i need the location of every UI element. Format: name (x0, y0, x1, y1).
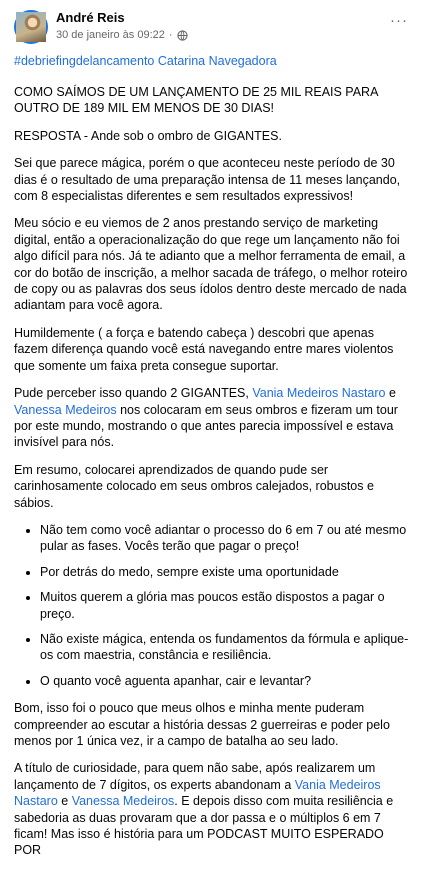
mention-link[interactable]: Vania Medeiros Nastaro (252, 386, 386, 401)
mention-link[interactable]: Vanessa Medeiros (71, 794, 175, 809)
paragraph-with-mentions (14, 385, 410, 451)
mention-link[interactable]: Vanessa Medeiros (14, 402, 117, 417)
headline: COMO SAÍMOS DE UM LANÇAMENTO DE 25 MIL REAIS PARA OUTRO DE 189 MIL EM MENOS DE 30 DIAS! (14, 85, 378, 116)
text-run: . E depois disso com muita resiliência e sabedoria as duas provaram que a dor passa e o múltiplos 6 em 7 ficam! Mas isso é história para um PODCAST MUITO ESPERADO POR (14, 794, 394, 858)
globe-icon[interactable] (177, 30, 188, 41)
text-run: e (385, 386, 396, 401)
hashtag-link[interactable]: #debriefingdelancamento (14, 54, 155, 68)
author-name[interactable]: André Reis (56, 10, 125, 25)
post-body (14, 84, 410, 870)
mention-link[interactable]: Vania Medeiros Nastaro (14, 777, 381, 809)
text-run: nos colocaram em seus ombros e fizeram um tour por este mundo, mostrando o que antes parecia impossível e estava invisível para nós. (14, 402, 398, 450)
avatar[interactable] (14, 10, 48, 44)
paragraph: Sei que parece mágica, porém o que aconteceu neste período de 30 dias é o resultado de uma preparação intensa de 11 meses lançando, com 8 especialistas diferentes e sem resultados expressivos! (14, 156, 401, 204)
text-run: e (57, 794, 72, 809)
text-run: Pude perceber isso quando 2 GIGANTES, (14, 386, 253, 401)
separator-dot: · (168, 29, 173, 41)
list-item: • Não tem como você adiantar o processo do 6 em 7 ou até mesmo pular as fases. Vocês terão que pagar o preço! (40, 522, 410, 555)
more-options-icon[interactable]: ··· (390, 11, 408, 29)
paragraph: Meu sócio e eu viemos de 2 anos prestando serviço de marketing digital, então a operacionalização do que rege um lançamento não foi algo difícil para nós. Já te adianto que a melhor ferramenta de email, a cor do botão de inscrição, a melhor sacada de tráfego, o melhor roteiro de copy ou as palavras dos seus ídolos dentro deste mercado de nada adiantam para você agora. (14, 216, 408, 313)
answer-line: RESPOSTA - Ande sob o ombro de GIGANTES. (14, 128, 282, 143)
post-subline (56, 28, 188, 42)
post-timestamp[interactable]: 30 de janeiro às 09:22 (56, 29, 165, 41)
hashtags (14, 54, 277, 68)
paragraph: Em resumo, colocarei aprendizados de quando pude ser carinhosamente colocado em seus ombros calejados, robustos e sábios. (14, 462, 374, 510)
paragraph: Humildemente ( a força e batendo cabeça ) descobri que apenas fazem diferença quando você está navegando entre mares violentos que somente um faixa preta consegue suportar. (14, 325, 394, 373)
paragraph: Bom, isso foi o pouco que meus olhos e minha mente puderam compreender ao escutar a história dessas 2 guerreiras e poder pelo menos por 1 única vez, ir a campo de batalha ao seu lado. (14, 701, 390, 748)
list-item: • Por detrás do medo, sempre existe uma oportunidade (40, 564, 410, 580)
text-run: A título de curiosidade, para quem não sabe, após realizarem um lançamento de 7 dígitos, os experts abandonam a (14, 761, 376, 792)
list-item: • Muitos querem a glória mas poucos estão dispostos a pagar o preço. (40, 589, 410, 622)
paragraph-with-mentions (14, 760, 410, 858)
list-item: • Não existe mágica, entenda os fundamentos da fórmula e aplique-os com maestria, constância e resiliência. (40, 631, 410, 664)
bullet-list (14, 522, 410, 689)
post-meta (56, 10, 188, 42)
list-item: • O quanto você aguenta apanhar, cair e levantar? (40, 673, 410, 689)
hashtag-link[interactable]: Catarina Navegadora (157, 54, 277, 68)
post-header (14, 10, 188, 44)
